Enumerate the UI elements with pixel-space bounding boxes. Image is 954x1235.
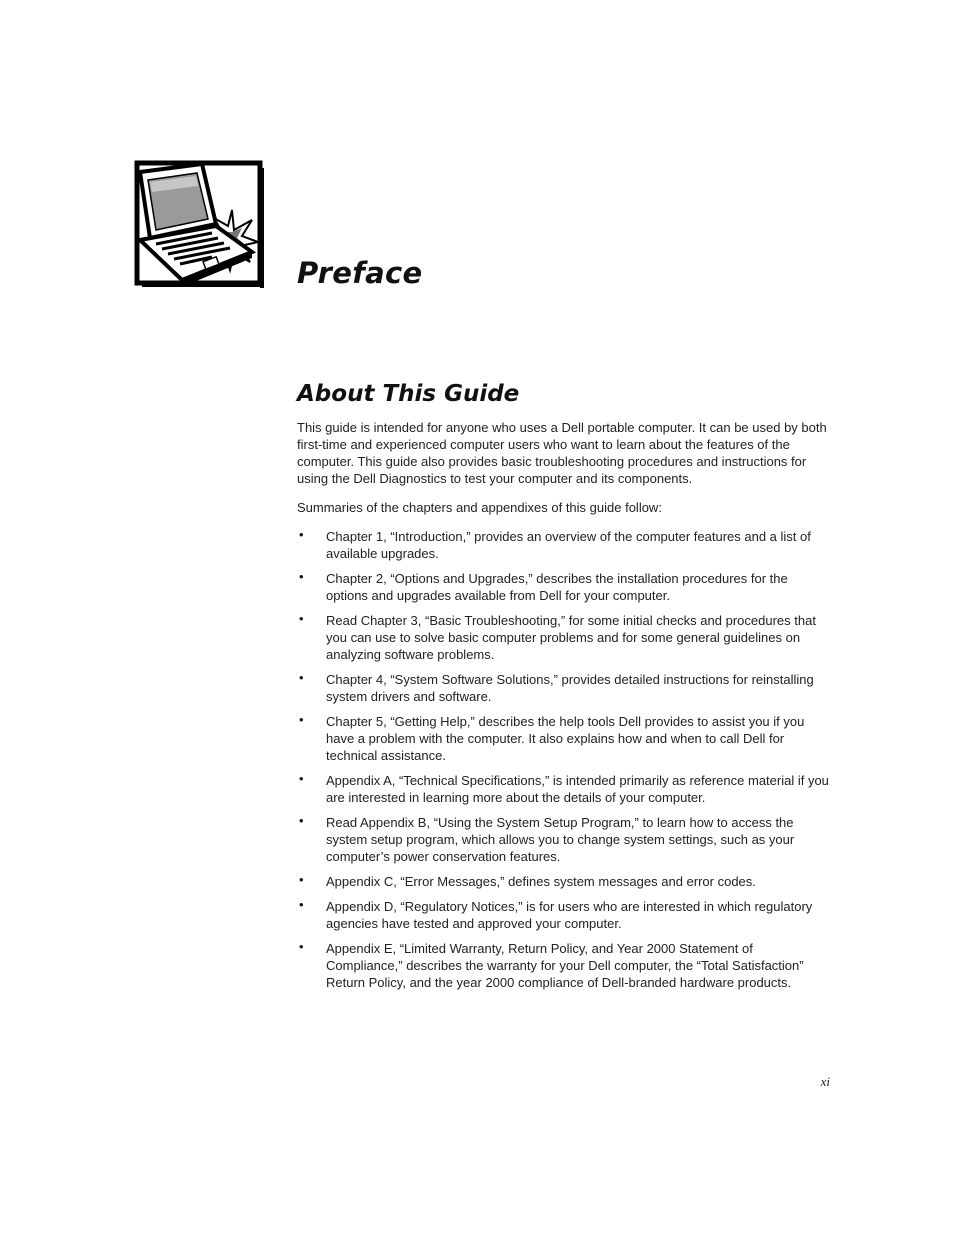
list-item-text: Read Chapter 3, “Basic Troubleshooting,” for some initial checks and procedures that you can use to solve basic computer problems and for some general guidelines on analyzing software problems. (326, 613, 816, 662)
summary-lead: Summaries of the chapters and appendixes of this guide follow: (297, 500, 662, 515)
list-item-text: Chapter 4, “System Software Solutions,” provides detailed instructions for reinstalling system drivers and software. (326, 672, 814, 704)
list-item (297, 814, 829, 865)
list-item-text: Chapter 2, “Options and Upgrades,” describes the installation procedures for the options and upgrades available from Dell for your computer. (326, 571, 788, 603)
list-item (297, 671, 829, 705)
list-item (297, 570, 829, 604)
bullet-icon: • (299, 569, 304, 584)
bullet-icon: • (299, 897, 304, 912)
list-item (297, 898, 829, 932)
list-item-text: Chapter 5, “Getting Help,” describes the help tools Dell provides to assist you if you have a problem with the computer. It also explains how and when to call Dell for technical assistance. (326, 714, 805, 763)
bullet-icon: • (299, 712, 304, 727)
chapter-title: Preface (297, 256, 423, 290)
list-item (297, 612, 829, 663)
section-body (297, 419, 829, 999)
bullet-icon: • (299, 670, 304, 685)
list-item (297, 873, 829, 890)
list-item-text: Appendix D, “Regulatory Notices,” is for users who are interested in which regulatory agencies have tested and approved your computer. (326, 899, 813, 931)
list-item-text: Appendix C, “Error Messages,” defines system messages and error codes. (326, 874, 756, 889)
bullet-icon: • (299, 611, 304, 626)
list-item-text: Appendix E, “Limited Warranty, Return Policy, and Year 2000 Statement of Compliance,” describes the warranty for your Dell computer, the “Total Satisfaction” Return Policy, and the year 2000 compliance of Dell-branded hardware products. (326, 941, 804, 990)
list-item (297, 528, 829, 562)
bullet-icon: • (299, 939, 304, 954)
list-item (297, 940, 829, 991)
bullet-icon: • (299, 527, 304, 542)
list-item-text: Read Appendix B, “Using the System Setup Program,” to learn how to access the system setup program, which allows you to change system settings, such as your computer’s power conservation features. (326, 815, 795, 864)
intro-paragraph: This guide is intended for anyone who uses a Dell portable computer. It can be used by both first-time and experienced computer users who want to learn about the features of the computer. This guide also provides basic troubleshooting procedures and instructions for using the Dell Diagnostics to test your computer and its components. (297, 420, 827, 486)
laptop-icon (134, 160, 264, 288)
bullet-icon: • (299, 771, 304, 786)
page-number: xi (820, 1074, 830, 1089)
section-title: About This Guide (297, 381, 520, 407)
list-item (297, 772, 829, 806)
list-item (297, 713, 829, 764)
bullet-icon: • (299, 872, 304, 887)
list-item-text: Chapter 1, “Introduction,” provides an overview of the computer features and a list of available upgrades. (326, 529, 811, 561)
chapter-summary-list (297, 528, 829, 991)
list-item-text: Appendix A, “Technical Specifications,” is intended primarily as reference material if you are interested in learning more about the details of your computer. (326, 773, 829, 805)
bullet-icon: • (299, 813, 304, 828)
